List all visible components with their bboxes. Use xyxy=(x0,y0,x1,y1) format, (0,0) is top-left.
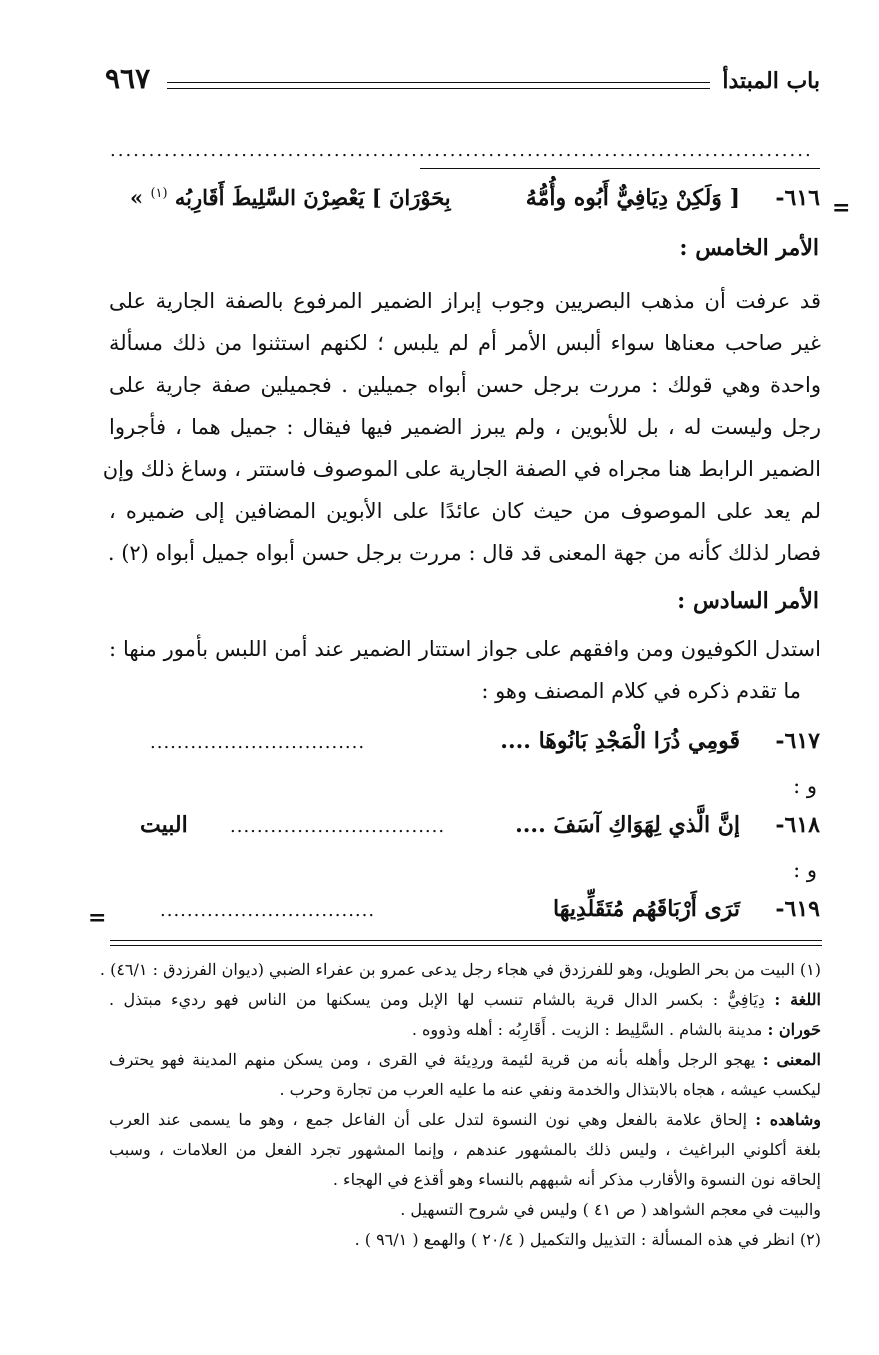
heading-sixth-matter: الأمر السادس : xyxy=(677,588,819,614)
ellipsis-dots: ................................ xyxy=(150,732,366,753)
ellipsis-dots: ................................ xyxy=(230,816,446,837)
verse-first-hemistich: [ وَلَكِنْ دِيَافِيٌّ أَبُوه وأُمُّهُ xyxy=(525,185,740,211)
footnote-line: وشاهده : إلحاق علامة بالفعل وهي نون النسوة لتدل على أن الفاعل جمع ، وهو ما يسمى عند العرب xyxy=(109,1110,821,1129)
footnote-ref-1: (١) xyxy=(150,186,168,201)
footnote-rule xyxy=(110,940,822,946)
paragraph-fifth xyxy=(102,280,821,574)
verse-text: تَرَى أَرْبَاقَهُم مُتَقَلِّدِيهَا xyxy=(552,896,740,922)
verse-text: إنَّ الَّذي لِهَوَاكِ آسَفَ .... xyxy=(515,812,740,838)
header-rule xyxy=(167,82,710,89)
margin-mark: = xyxy=(832,195,851,221)
verse-end-word: البيت xyxy=(140,812,188,838)
verse-text: قَومِي ذُرَا الْمَجْدِ بَانُوهَا .... xyxy=(500,728,740,754)
heading-fifth-matter: الأمر الخامس : xyxy=(679,235,819,261)
verse-616 xyxy=(130,185,820,225)
para-line: لم يعد على الموصوف من حيث كان عائدًا على الأبوين المضافين إلى ضميره ، xyxy=(109,499,821,523)
para-line: قد عرفت أن مذهب البصريين وجوب إبراز الضمير المرفوع بالصفة الجارية على xyxy=(109,289,821,313)
conjunction: و : xyxy=(793,858,817,882)
margin-mark: = xyxy=(88,905,107,931)
verse-number: ٦١٦- xyxy=(775,185,820,211)
page-header xyxy=(105,62,820,102)
conjunction: و : xyxy=(793,774,817,798)
para-line: رجل وليست له ، بل للأبوين ، ولم يبرز الضمير فيها فيقال : جميل هما ، فأجروا xyxy=(109,415,821,439)
footnote-line: اللغة : دِيَافِيٌّ : بكسر الدال قرية بالشام تنسب لها الإبل ومن يسكنها من الناس فهو رديء مبتذل . xyxy=(109,990,822,1009)
footnote-line: (١) البيت من بحر الطويل، وهو للفرزدق في هجاء رجل يدعى عمرو بن عفراء الضبي (ديوان الفرزدق : ٤٦/١) . xyxy=(99,960,821,979)
para-line: الضمير الرابط هنا مجراه في الصفة الجارية على الموصوف فاستتر ، وساغ ذلك وإن xyxy=(102,457,821,481)
para-line: واحدة وهي قولك : مررت برجل حسن أبواه جميلين . فجميلين صفة جارية على xyxy=(109,373,821,397)
verse-number: ٦١٩- xyxy=(775,896,820,922)
footnote-line: المعنى : يهجو الرجل وأهله بأنه من قرية لئيمة وردِيئة في القرى ، ومن يسكن منهم المدينة فهو يحترف xyxy=(109,1050,821,1069)
verse-number: ٦١٨- xyxy=(775,812,820,838)
footnote-line: حَوران : مدينة بالشام . السَّلِيط : الزيت . أَقَارِبُه : أهله وذووه . xyxy=(411,1020,821,1039)
section-rule xyxy=(420,168,820,169)
para-line: غير صاحب معناها سواء ألبس الأمر أم لم يلبس ؛ لكنهم استثنوا من ذلك مسألة xyxy=(109,331,821,355)
verse-618 xyxy=(130,812,820,852)
chapter-title: باب المبتدأ xyxy=(722,68,820,94)
verse-second-text: بِحَوْرَانَ ] يَعْصِرْنَ السَّلِيطَ أَقَارِبُه xyxy=(174,185,451,210)
footnotes xyxy=(99,955,822,1255)
para-line: فصار لذلك كأنه من جهة المعنى قد قال : مررت برجل حسن أبواه جميل أبواه (٢) . xyxy=(107,541,821,565)
verse-number: ٦١٧- xyxy=(775,728,820,754)
paragraph-sixth xyxy=(109,628,821,712)
verse-second-hemistich xyxy=(130,185,451,210)
page-number: ٩٦٧ xyxy=(105,62,151,95)
ellipsis-dots: ................................ xyxy=(160,900,376,921)
footnote-line: ليكسب عيشه ، هجاه بالابتذال والخدمة ونفي عنه ما عليه العرب من تجارة وحرب . xyxy=(279,1080,821,1099)
footnote-line: بلغة أكلوني البراغيث ، وليس ذلك بالمشهور عندهم ، وإنما المشهور تجرد الفعل من العلامات ، وسبب xyxy=(109,1140,821,1159)
para-line: استدل الكوفيون ومن وافقهم على جواز استتار الضمير عند أمن اللبس بأمور منها : xyxy=(109,637,821,661)
verse-619 xyxy=(130,896,820,936)
continuation-dots: ........................................................................................... xyxy=(110,140,813,161)
footnote-line: إلحاقه نون النسوة والأقارب مذكر أنه شبههم بالنساء وهو أقذع في الهجاء . xyxy=(332,1170,821,1189)
footnote-line: والبيت في معجم الشواهد ( ص ٤١ ) وليس في شروح التسهيل . xyxy=(400,1200,821,1219)
para-line: ما تقدم ذكره في كلام المصنف وهو : xyxy=(481,679,801,703)
closing-mark: » xyxy=(130,185,144,210)
footnote-line: (٢) انظر في هذه المسألة : التذييل والتكميل ( ٢٠/٤ ) والهمع ( ٩٦/١ ) . xyxy=(354,1230,821,1249)
verse-617 xyxy=(130,728,820,768)
